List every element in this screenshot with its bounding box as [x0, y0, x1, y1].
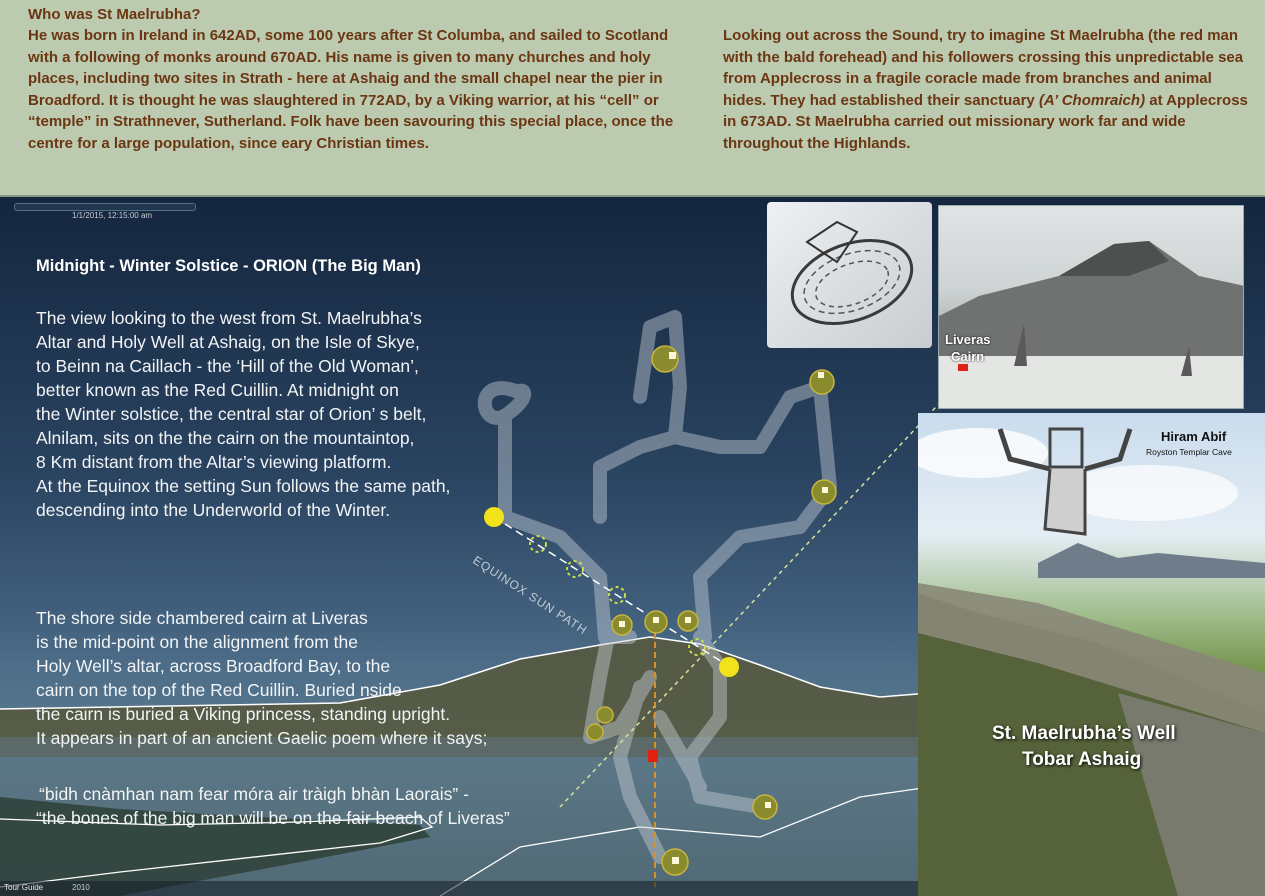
info-right-text-a: Looking out across the Sound, try to imagine St Maelrubha (the red man with the bald forehead) and his followers crossing this unpredictable sea from Applecross in a fragile coracle made from branches and animal hides. They had established their sanctuary	[723, 27, 1244, 109]
para2-line: It appears in part of an ancient Gaelic poem where it says;	[36, 728, 488, 748]
quote-gaelic: “bidh cnàmhan nam fear móra air tràigh bhàn Laorais” -	[39, 784, 469, 804]
hiram-abif-figure	[990, 419, 1140, 559]
info-left-text: He was born in Ireland in 642AD, some 100 years after St Columba, and sailed to Scotland with a following of monks around 670AD. His name is given to many churches and holy places, including two sites in Strath - here at Ashaig and the small chapel near the pier in Broadford. It is thought he was slaughtered in 772AD, by a Viking warrior, at his “cell” or “temple” in Strathnever, Sutherland. Folk have been savouring this special place, once the centre for a large population, since eary Christian times.	[28, 27, 674, 152]
para1-line: descending into the Underworld of the Winter.	[36, 500, 391, 520]
para2-line: Holy Well’s altar, across Broadford Bay, to the	[36, 656, 391, 676]
info-panel	[0, 0, 1265, 197]
para2-line: the cairn is buried a Viking princess, standing upright.	[36, 704, 451, 724]
coracle-photo	[767, 202, 932, 348]
hiram-subtitle: Royston Templar Cave	[1146, 447, 1232, 457]
liveras-label-1: Liveras	[945, 332, 991, 347]
info-right-text-italic: (A’ Chomraich)	[1038, 91, 1146, 109]
para1-line: to Beinn na Caillach - the ‘Hill of the Old Woman’,	[36, 356, 419, 376]
info-right-text-b: at Applecross in 673AD. St Maelrubha carried out missionary work far and wide throughout the Highlands.	[723, 91, 1248, 152]
tour-guide-button[interactable]: Tour Guide	[4, 883, 44, 892]
liveras-label-2: Cairn	[951, 349, 985, 364]
cairn-marker	[648, 750, 658, 762]
sky-scene	[0, 197, 1265, 896]
para1-line: Altar and Holy Well at Ashaig, on the Isle of Skye,	[36, 332, 420, 352]
timestamp: 1/1/2015, 12:15:00 am	[72, 211, 153, 220]
para2-line: cairn on the top of the Red Cuillin. Buried nside	[36, 680, 402, 700]
gaelic-quote	[36, 782, 510, 830]
sun-lower	[719, 657, 739, 677]
liveras-sketch	[939, 206, 1244, 409]
sun-ghost-1	[530, 536, 546, 552]
footer-year: 2010	[72, 883, 90, 892]
well-photo	[918, 413, 1265, 896]
bottom-toolbar	[0, 881, 918, 896]
para1-line: The view looking to the west from St. Maelrubha’s	[36, 308, 422, 328]
para1-line: the Winter solstice, the central star of Orion’ s belt,	[36, 404, 427, 424]
liveras-photo	[938, 205, 1244, 409]
para1-line: Alnilam, sits on the the cairn on the mountaintop,	[36, 428, 415, 448]
scene-paragraph-2	[36, 606, 487, 750]
well-title-1: St. Maelrubha’s Well	[992, 723, 1176, 744]
info-right-text	[723, 25, 1258, 154]
coracle-sketch	[767, 202, 932, 348]
para1-line: better known as the Red Cuillin. At midnight on	[36, 380, 399, 400]
quote-english: “the bones of the big man will be on the fair beach of Liveras”	[36, 808, 510, 828]
star-sword-1	[597, 707, 613, 723]
hiram-title: Hiram Abif	[1161, 429, 1227, 444]
scene-heading: Midnight - Winter Solstice - ORION (The Big Man)	[36, 257, 421, 275]
info-right-column	[723, 25, 1258, 154]
sun-path-label: EQUINOX SUN PATH	[470, 553, 591, 638]
sun-upper	[484, 507, 504, 527]
para2-line: is the mid-point on the alignment from the	[36, 632, 358, 652]
star-sword-2	[587, 724, 603, 740]
well-title-2: Tobar Ashaig	[1022, 749, 1142, 770]
scene-paragraph-1	[36, 306, 450, 522]
info-title: Who was St Maelrubha?	[28, 6, 201, 23]
para2-line: The shore side chambered cairn at Liveras	[36, 608, 368, 628]
para1-line: 8 Km distant from the Altar’s viewing platform.	[36, 452, 392, 472]
info-left-column	[28, 25, 688, 154]
para1-line: At the Equinox the setting Sun follows the same path,	[36, 476, 451, 496]
